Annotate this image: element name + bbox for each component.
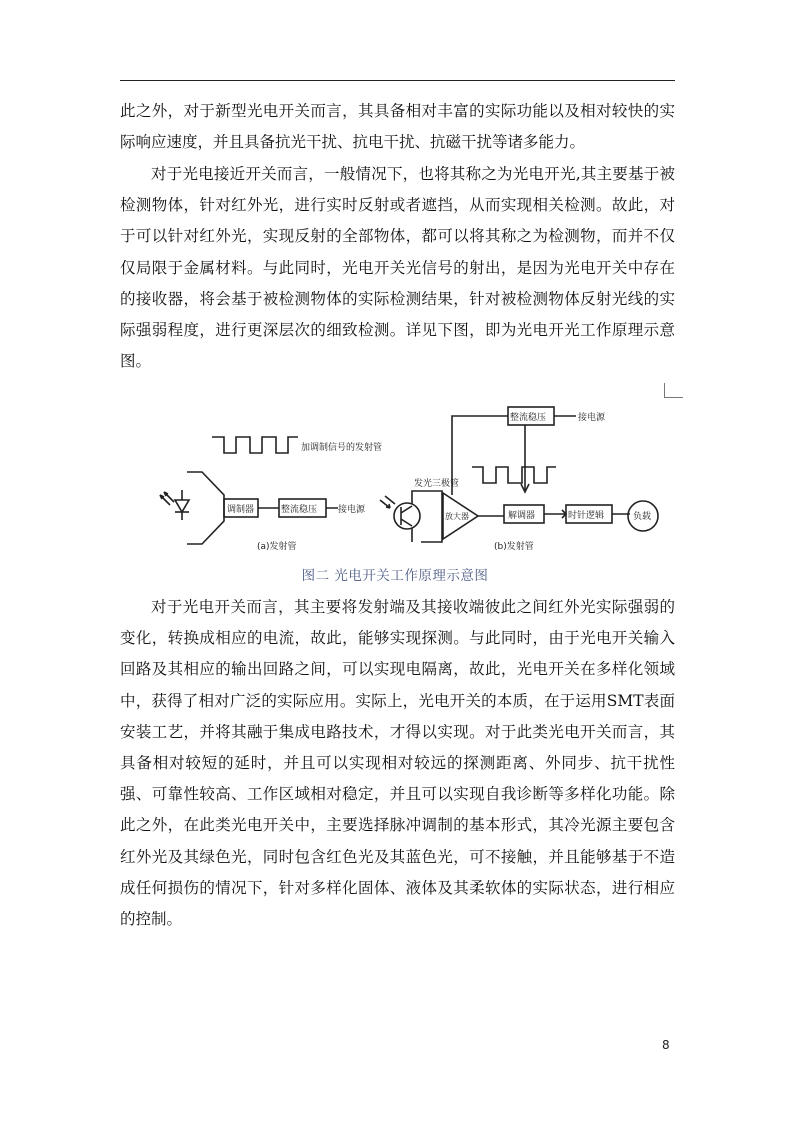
paragraph-1: 此之外，对于新型光电开关而言，其具备相对丰富的实际功能以及相对较快的实际响应速度，并且具备抗光干扰、抗电干扰、抗磁干扰等诸多能力。 [120, 102, 675, 152]
header-rule [120, 80, 675, 81]
amplifier-triangle [443, 493, 478, 539]
modulated-signal-waveform [212, 437, 298, 453]
figure-caption: 图二 光电开关工作原理示意图 [301, 568, 489, 584]
text-boundary-mark [664, 383, 683, 398]
timing-logic-label: 时针逻辑 [568, 511, 605, 521]
load-label: 负载 [633, 512, 652, 522]
demodulator-label: 解调器 [508, 511, 536, 521]
power-label-left: 接电源 [338, 505, 366, 515]
rectifier-label-left: 整流稳压 [281, 505, 318, 515]
rectifier-box-right [508, 407, 554, 425]
sub-caption-a: (a)发射管 [257, 542, 297, 552]
phototransistor-housing [412, 491, 442, 542]
demodulator-box [504, 505, 544, 523]
phototransistor-symbol [394, 503, 420, 529]
timing-logic-box [566, 505, 612, 523]
paragraph-3: 对于光电开关而言，其主要将发射端及其接收端彼此之间红外光实际强弱的变化，转换成相应的电流，故此，能够实现探测。与此同时，由于光电开关输入回路及其相应的输出回路之间，可以实现电隔离，故此，光电开关在多样化领域中，获得了相对广泛的实际应用。实际上，光电开关的本质，在于运用SMT表面安装工艺，并将其融于集成电路技术，才得以实现。对于此类光电开关而言，其具备相对较短的延时，并且可以实现相对较远的探测距离、外同步、抗干扰性强、可靠性较高、工作区域相对稳定，并且可以实现自我诊断等多样化功能。除此之外，在此类光电开关中，主要选择脉冲调制的基本形式，其冷光源主要包含红外光及其绿色光，同时包含红色光及其蓝色光，可不接触，并且能够基于不造成任何损伤的情况下，针对多样化固体、液体及其柔软体的实际状态，进行相应的控制。 [120, 598, 675, 929]
page-number: 8 [662, 1038, 670, 1052]
rectifier-label-right: 整流稳压 [510, 413, 547, 423]
load-circle [628, 501, 658, 531]
light-emission-arrows [160, 492, 174, 505]
signal-label: 加调制信号的发射管 [301, 443, 383, 453]
paragraph-2: 对于光电接近开关而言，一般情况下，也将其称之为光电开光,其主要基于被检测物体，针对红外光，进行实时反射或者遮挡，从而实现相关检测。故此，对于可以针对红外光，实现反射的全部物体，都可以将其称之为检测物，而并不仅仅局限于金属材料。与此同时，光电开关光信号的射出，是因为光电开关中存在的接收器，将会基于被检测物体的实际检测结果，针对被检测物体反射光线的实际强弱程度，进行更深层次的细致检测。详见下图，即为光电开光工作原理示意图。 [120, 165, 675, 371]
rectifier-box-left [279, 499, 326, 517]
wire-feed-line [452, 416, 508, 495]
emitter-housing-shape [187, 472, 224, 544]
modulator-label: 调制器 [227, 505, 255, 515]
power-label-right: 接电源 [578, 413, 606, 423]
demodulated-signal-waveform [472, 467, 556, 483]
sub-caption-b: (b)发射管 [494, 542, 534, 552]
phototransistor-label: 发光三极管 [414, 479, 460, 489]
modulator-box [224, 499, 258, 517]
amplifier-label: 放大器 [445, 512, 469, 521]
